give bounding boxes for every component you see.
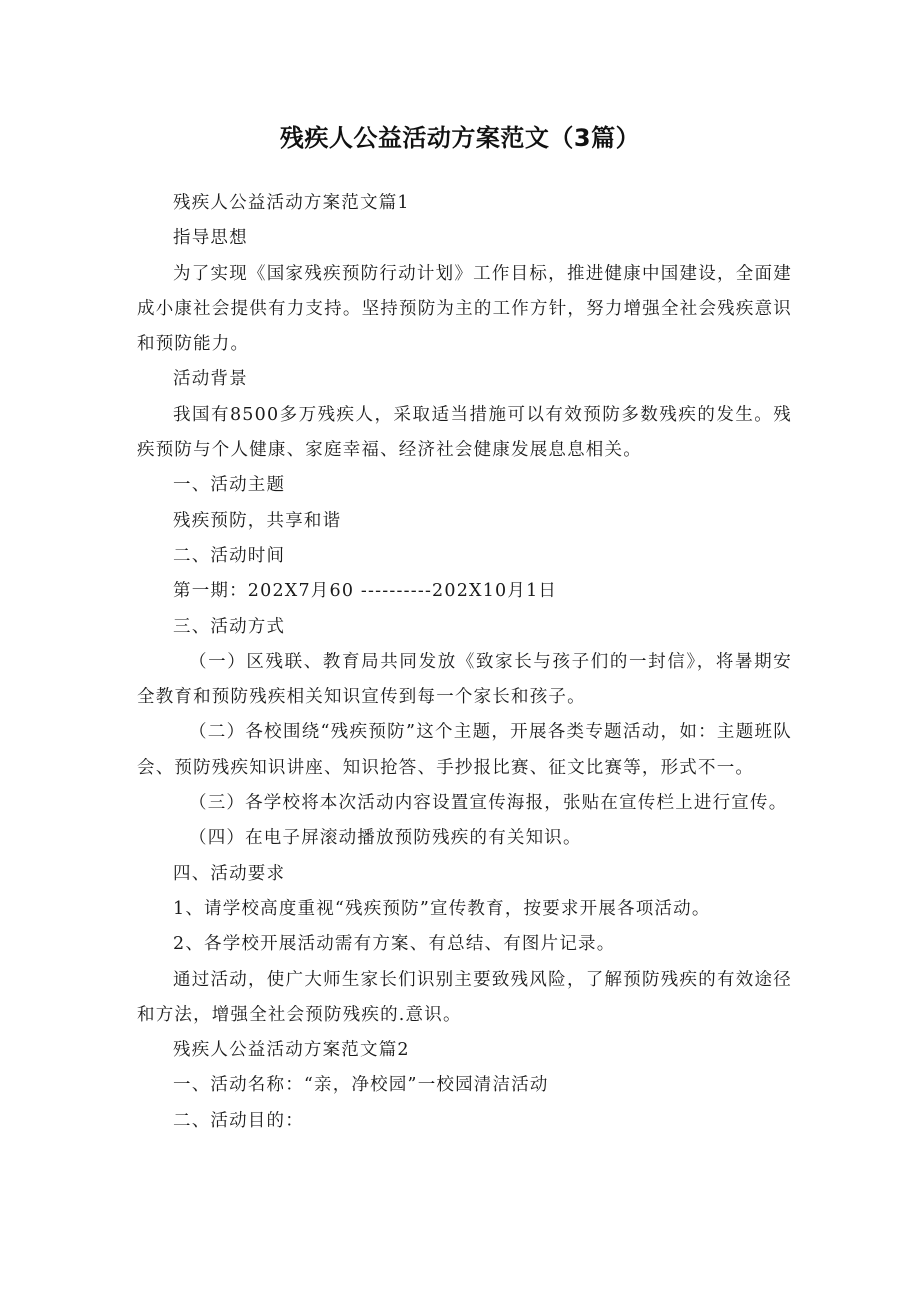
paragraph-background-heading: 活动背景 [173, 369, 248, 390]
document-body [137, 186, 792, 1139]
paragraph-method-heading: 三、活动方式 [173, 616, 286, 637]
paragraph-section-2-heading: 残疾人公益活动方案范文篇2 [173, 1040, 410, 1061]
paragraph-method-3: （三）各学校将本次活动内容设置宣传海报，张贴在宣传栏上进行宣传。 [189, 793, 788, 814]
paragraph-method-1: （一）区残联、教育局共同发放《致家长与孩子们的一封信》，将暑期安全教育和预防残疾相关知识宣传到每一个家长和孩子。 [137, 651, 792, 708]
paragraph-requirement-1: 1、请学校高度重视“残疾预防”宣传教育，按要求开展各项活动。 [173, 898, 711, 919]
paragraph-activity-purpose: 二、活动目的： [173, 1110, 304, 1131]
paragraph-guiding-idea-heading: 指导思想 [173, 228, 248, 249]
paragraph-guiding-idea: 为了实现《国家残疾预防行动计划》工作目标，推进健康中国建设，全面建成小康社会提供有力支持。坚持预防为主的工作方针，努力增强全社会残疾意识和预防能力。 [137, 263, 792, 355]
paragraph-method-2: （二）各校围绕“残疾预防”这个主题，开展各类专题活动，如：主题班队会、预防残疾知识讲座、知识抢答、手抄报比赛、征文比赛等，形式不一。 [137, 722, 792, 778]
paragraph-requirements-heading: 四、活动要求 [173, 863, 286, 884]
paragraph-theme-heading: 一、活动主题 [173, 475, 286, 496]
paragraph-method-4: （四）在电子屏滚动播放预防残疾的有关知识。 [189, 828, 582, 849]
paragraph-time-heading: 二、活动时间 [173, 545, 286, 566]
paragraph-section-1-heading: 残疾人公益活动方案范文篇1 [173, 193, 410, 213]
paragraph-requirement-2: 2、各学校开展活动需有方案、有总结、有图片记录。 [173, 934, 616, 955]
paragraph-theme: 残疾预防，共享和谐 [173, 510, 342, 531]
paragraph-time: 第一期：202X7月60 ----------202X10月1日 [173, 581, 558, 602]
document-title: 残疾人公益活动方案范文（3篇） [279, 124, 641, 152]
paragraph-activity-name: 一、活动名称：“亲，净校园”一校园清洁活动 [173, 1075, 549, 1096]
paragraph-background: 我国有8500多万残疾人，采取适当措施可以有效预防多数残疾的发生。残疾预防与个人健康、家庭幸福、经济社会健康发展息息相关。 [137, 404, 792, 461]
paragraph-conclusion: 通过活动，使广大师生家长们识别主要致残风险，了解预防残疾的有效途径和方法，增强全社会预防残疾的.意识。 [137, 969, 792, 1025]
